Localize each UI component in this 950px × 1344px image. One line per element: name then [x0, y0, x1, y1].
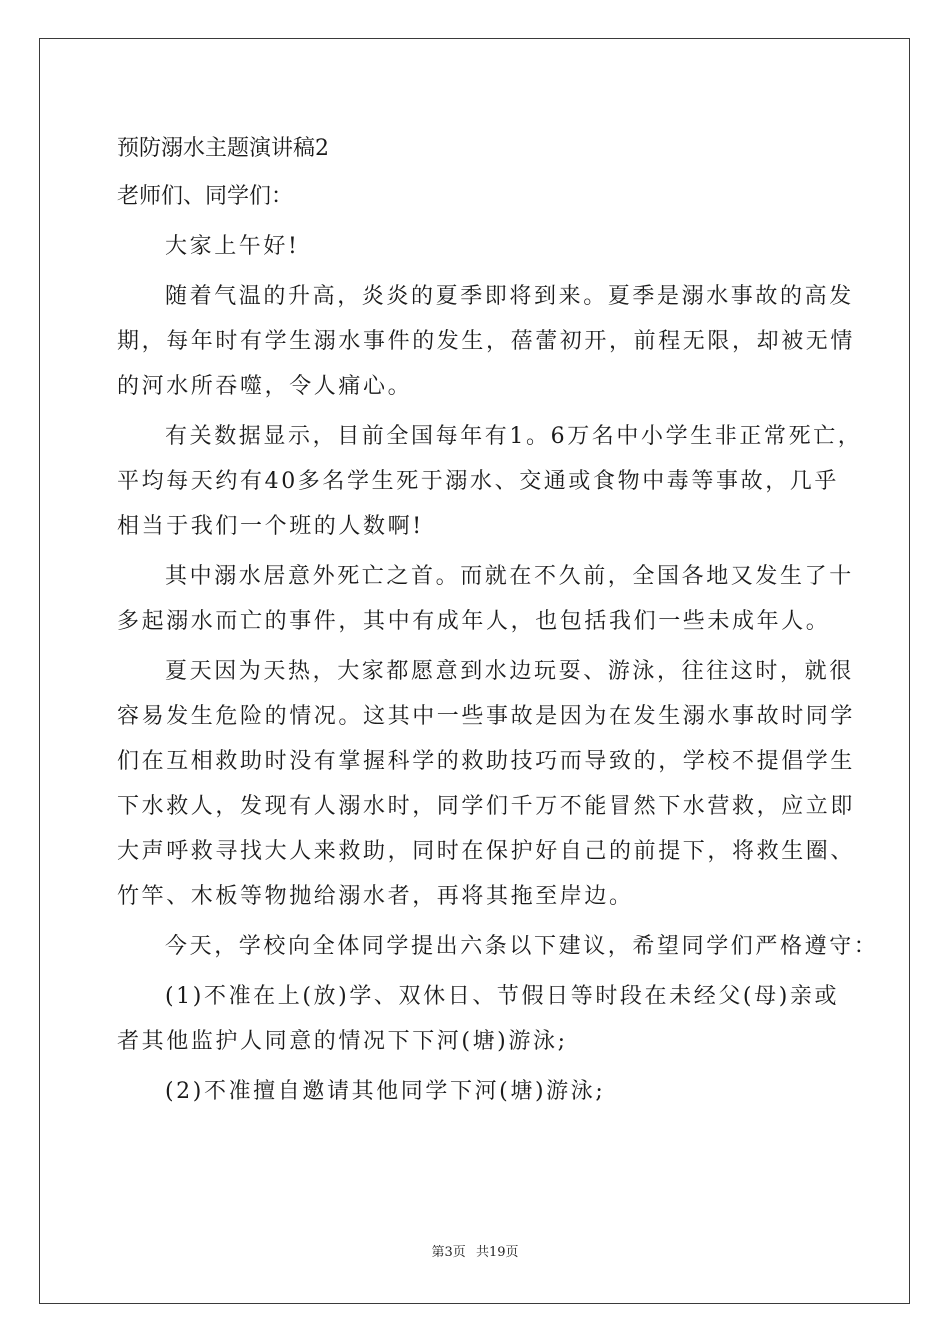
paragraph-line: 期，每年时有学生溺水事件的发生，蓓蕾初开，前程无限，却被无情 [117, 329, 856, 354]
paragraph [117, 554, 854, 644]
paragraph-line: 其中溺水居意外死亡之首。而就在不久前，全国各地又发生了十 [165, 564, 854, 589]
paragraph [117, 1069, 837, 1114]
greeting-line: 老师们、同学们： [117, 184, 294, 209]
paragraph-line: 平均每天约有40多名学生死于溺水、交通或食物中毒等事故，几乎 [117, 469, 839, 494]
paragraph-line: (1)不准在上(放)学、双休日、节假日等时段在未经父(母)亲或 [165, 984, 840, 1009]
paragraph [117, 649, 856, 919]
paragraph-line: 的河水所吞噬，令人痛心。 [117, 374, 413, 399]
page-footer [0, 1244, 950, 1262]
paragraph-line: 竹竿、木板等物抛给溺水者，再将其拖至岸边。 [117, 884, 634, 909]
paragraph-line: 今天，学校向全体同学提出六条以下建议，希望同学们严格遵守： [165, 934, 879, 959]
page-number: 第3页 [431, 1245, 466, 1260]
document-title: 预防溺水主题演讲稿2 [117, 136, 329, 161]
paragraph [117, 274, 856, 409]
paragraph [117, 924, 879, 969]
paragraph-line: 容易发生危险的情况。这其中一些事故是因为在发生溺水事故时同学 [117, 704, 856, 729]
paragraph-line: 夏天因为天热，大家都愿意到水边玩耍、游泳，往往这时，就很 [165, 659, 854, 684]
paragraph-line: 者其他监护人同意的情况下下河(塘)游泳; [117, 1029, 568, 1054]
paragraph-line: 大家上午好! [165, 234, 300, 259]
paragraph-line: 相当于我们一个班的人数啊! [117, 514, 424, 539]
total-pages: 共19页 [475, 1245, 519, 1260]
paragraph [117, 414, 863, 549]
paragraph-line: 们在互相救助时没有掌握科学的救助技巧而导致的，学校不提倡学生 [117, 749, 856, 774]
document-body [117, 126, 879, 1119]
paragraph [117, 224, 837, 269]
paragraph-line: (2)不准擅自邀请其他同学下河(塘)游泳; [165, 1079, 606, 1104]
paragraph [117, 974, 840, 1064]
paragraph-line: 有关数据显示，目前全国每年有1。6万名中小学生非正常死亡， [165, 424, 863, 449]
paragraph-line: 大声呼救寻找大人来救助，同时在保护好自己的前提下，将救生圈、 [117, 839, 856, 864]
paragraph-line: 多起溺水而亡的事件，其中有成年人，也包括我们一些未成年人。 [117, 609, 831, 634]
paragraph-line: 随着气温的升高，炎炎的夏季即将到来。夏季是溺水事故的高发 [165, 284, 854, 309]
paragraph-line: 下水救人，发现有人溺水时，同学们千万不能冒然下水营救，应立即 [117, 794, 856, 819]
